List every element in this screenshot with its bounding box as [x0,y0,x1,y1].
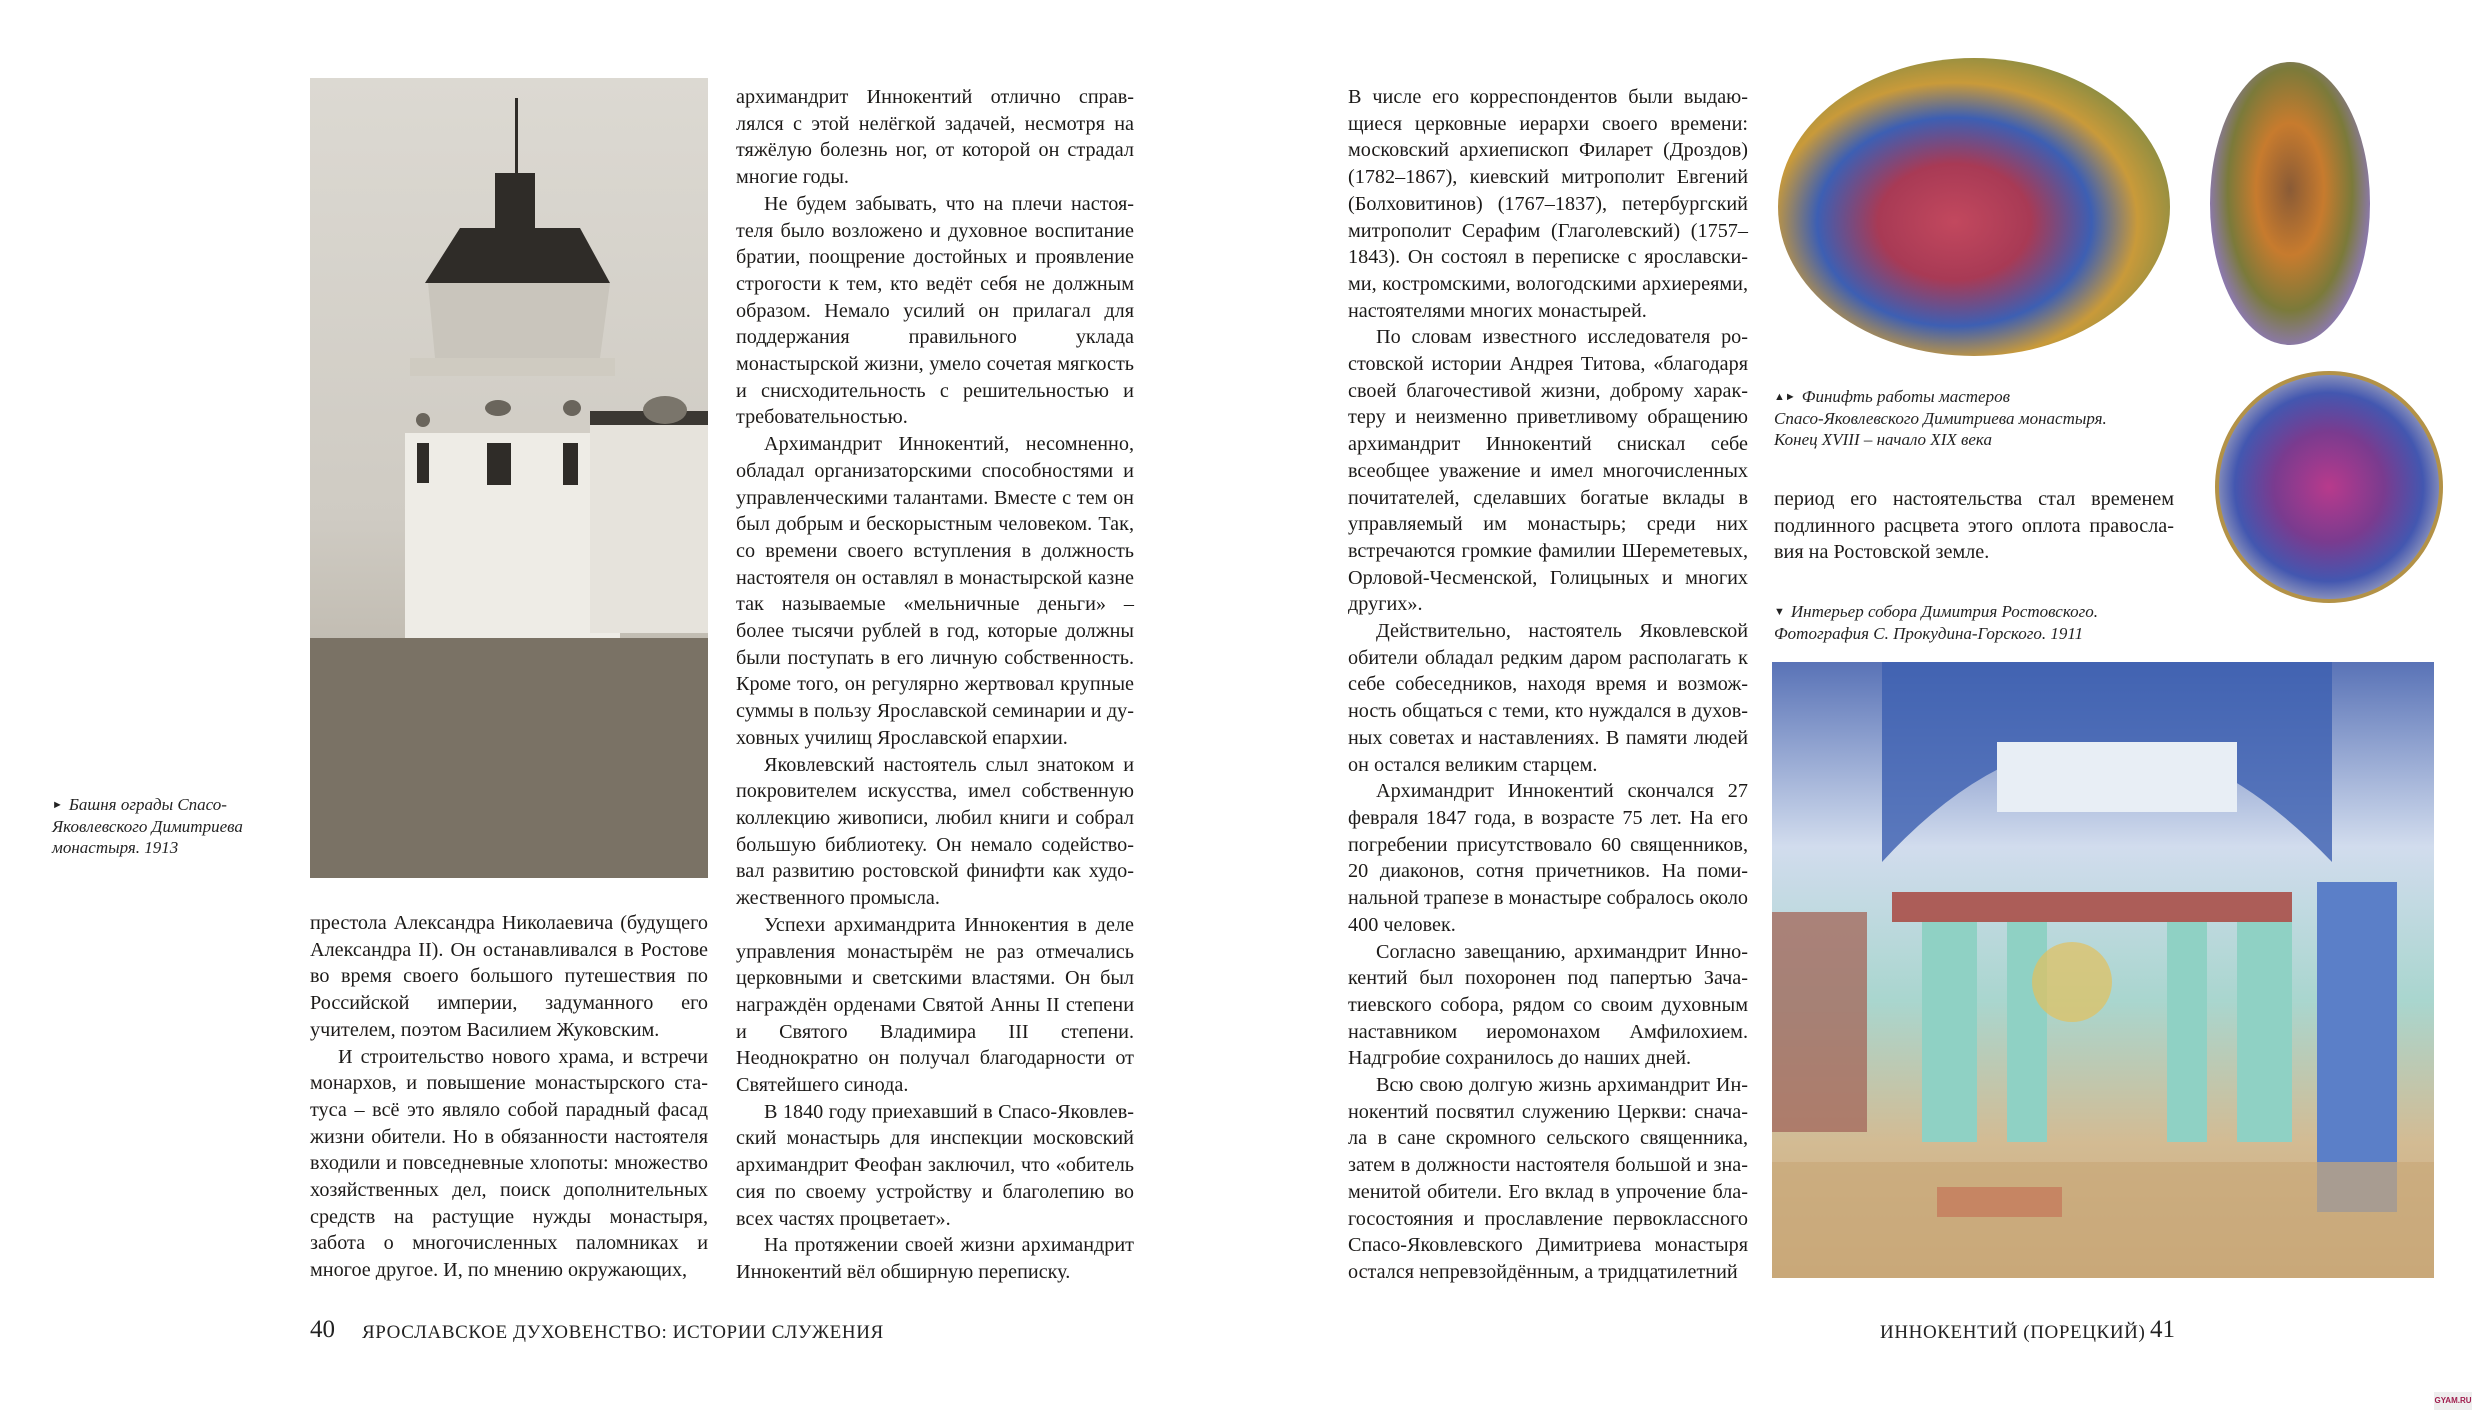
caption-arrows-up-right-icon: ▲► [1774,391,1796,403]
caption-line: Спасо-Яковлевского Димитриева монастыря. [1774,409,2107,428]
paragraph: В 1840 году приехавший в Спасо-Яковлевский монастырь для инспекции московский архимандрит Феофан заключил, что «обитель сия по своему устройству и благолепию во всех частях процветает». [736,1100,1134,1230]
paragraph: Архимандрит Иннокентий скончался 27 февраля 1847 года, в возрасте 75 лет. На его погребении присутствовало 60 священников, 20 диаконов, сотня причетников. На поминальной трапезе в монастыре собралось около 400 человек. [1348,780,1748,936]
interior-illustration [1772,662,2434,1278]
running-head-left: ЯРОСЛАВСКОЕ ДУХОВЕНСТВО: ИСТОРИИ СЛУЖЕНИЯ [362,1322,884,1343]
enamel-relics-scene [2215,371,2443,603]
tower-photo [310,78,708,878]
page-number-right: 41 [2150,1316,2175,1343]
paragraph: Действительно, настоятель Яковлевской обители обладал редким даром располагать к себе собеседников, находя время и возможность общаться с теми, кто нуждался в духовных советах и наставлениях. В памяти людей он остался великим старцем. [1348,620,1748,776]
caption-line: Конец XVIII – начало XIX века [1774,430,1992,449]
paragraph: Не будем забывать, что на плечи настоятеля было возложено и духовное воспитание братии, поощрение достойных и проявление строгости к тем, кто ведёт себя не должным образом. Немало усилий он прилагал для поддержания правильного уклада монастырской жизни, умело сочетая мягкость и снисходительность с решительностью и требовательностью. [736,192,1134,429]
tower-photo-caption [52,794,282,858]
paragraph: На протяжении своей жизни архимандрит Иннокентий вёл обширную переписку. [736,1234,1134,1283]
caption-line: Фотография С. Прокудина-Горского. 1911 [1774,624,2084,643]
page-number-left: 40 [310,1316,335,1343]
watermark-logo: GYAM.RU [2434,1392,2472,1410]
left-page-column-2 [736,84,1134,1286]
caption-line: Яковлевского Димитриева [52,817,243,836]
caption-arrow-right-icon: ► [52,799,63,811]
left-page-column-1 [310,910,708,1284]
enamel-caption [1774,386,2194,450]
paragraph: Всю свою долгую жизнь архимандрит Иннокентий посвятил служению Церкви: сначала в сане скромного сельского священника, затем в должности настоятеля большой и знаменитой обители. Его вклад в упрочение благосостояния и прославление первоклассного Спасо-Яковлевского Димитриева монастыря остался непревзойдённым, а тридцатилетний [1348,1074,1748,1283]
enamel-christ-carrying-cross [1778,58,2170,356]
interior-caption [1774,601,2194,644]
paragraph: И строительство нового храма, и встречи монархов, и повышение монастырского статуса – всё это являло собой парадный фасад жизни обители. Но в обязанности настоятеля входили и повседневные хлопоты: множество хозяйственных дел, поиск дополнительных средств на растущие нужды монастыря, забота о многочисленных паломниках и многое другое. И, по мнению окружающих, [310,1045,708,1282]
paragraph: В числе его корреспондентов были выдающиеся церковные иерархи своего времени: московский архиепископ Филарет (Дроздов) (1782–1867), киевский митрополит Евгений (Болховитинов) (1767–1837), петербургский митрополит Серафим (Глаголевский) (1757–1843). Он состоял в переписке с ярославскими, костромскими, вологодскими архиереями, настоятелями многих монастырей. [1348,86,1748,322]
caption-line: Интерьер собора Димитрия Ростовского. [1790,602,2099,621]
caption-line: Башня ограды Спасо- [68,795,227,814]
enamel-evangelist-portrait [2210,62,2370,345]
paragraph: Архимандрит Иннокентий, несомненно, обладал организаторскими способностями и управленческими талантами. Вместе с тем он был добрым и бескорыстным человеком. Так, со времени своего вступления в должность настоятеля он оставлял в монастырской казне так называемые «мельничные деньги» – более тысячи рублей в год, которые должны были поступать в его личную собственность. Кроме того, он регулярно жертвовал крупные суммы в пользу Ярославской семинарии и духовных училищ Ярославской епархии. [736,433,1134,749]
caption-arrow-down-icon: ▼ [1774,606,1785,618]
running-head-right: ИННОКЕНТИЙ (ПОРЕЦКИЙ) [1880,1322,2146,1343]
caption-line: монастыря. 1913 [52,838,179,857]
caption-line: Финифть работы мастеров [1801,387,2010,406]
paragraph: По словам известного исследователя ростовской истории Андрея Титова, «благодаря своей благочестивой жизни, доброму характеру и неизменно приветливому обращению архимандрит Иннокентий снискал себе всеобщее уважение и имел многочисленных почитателей, сделавших богатые вклады в управляемый им монастырь; среди них встречаются громкие фамилии Шереметевых, Орловой-Чесменской, Голицыных и многих других». [1348,326,1748,616]
paragraph: архимандрит Иннокентий отлично справлялся с этой нелёгкой задачей, несмотря на тяжёлую болезнь ног, от которой он страдал многие годы. [736,86,1134,189]
paragraph: Согласно завещанию, архимандрит Иннокентий был похоронен под папертью Зачатиевского собора, рядом со своим духовным наставником иеромонахом Амфилохием. Надгробие сохранилось до наших дней. [1348,940,1748,1070]
paragraph: Успехи архимандрита Иннокентия в деле управления монастырём не раз отмечались церковными и светскими властями. Он был награждён орденами Святой Анны II степени и Святого Владимира III степени. Неоднократно он получал благодарности от Святейшего синода. [736,913,1134,1097]
tower-illustration [310,78,708,878]
right-page-column-1 [1348,84,1748,1286]
paragraph: престола Александра Николаевича (будущего Александра II). Он останавливался в Ростове во время своего большого путешествия по Российской империи, задуманного его учителем, поэтом Василием Жуковским. [310,912,708,1041]
right-page-column-2 [1774,486,2174,566]
cathedral-interior-photo [1772,662,2434,1278]
paragraph: Яковлевский настоятель слыл знатоком и покровителем искусства, имел собственную коллекцию живописи, любил книги и собрал большую библиотеку. Он немало содействовал развитию ростовской финифти как художественного промысла. [736,753,1134,910]
paragraph: период его настоятельства стал временем подлинного расцвета этого оплота православия на Ростовской земле. [1774,488,2174,564]
